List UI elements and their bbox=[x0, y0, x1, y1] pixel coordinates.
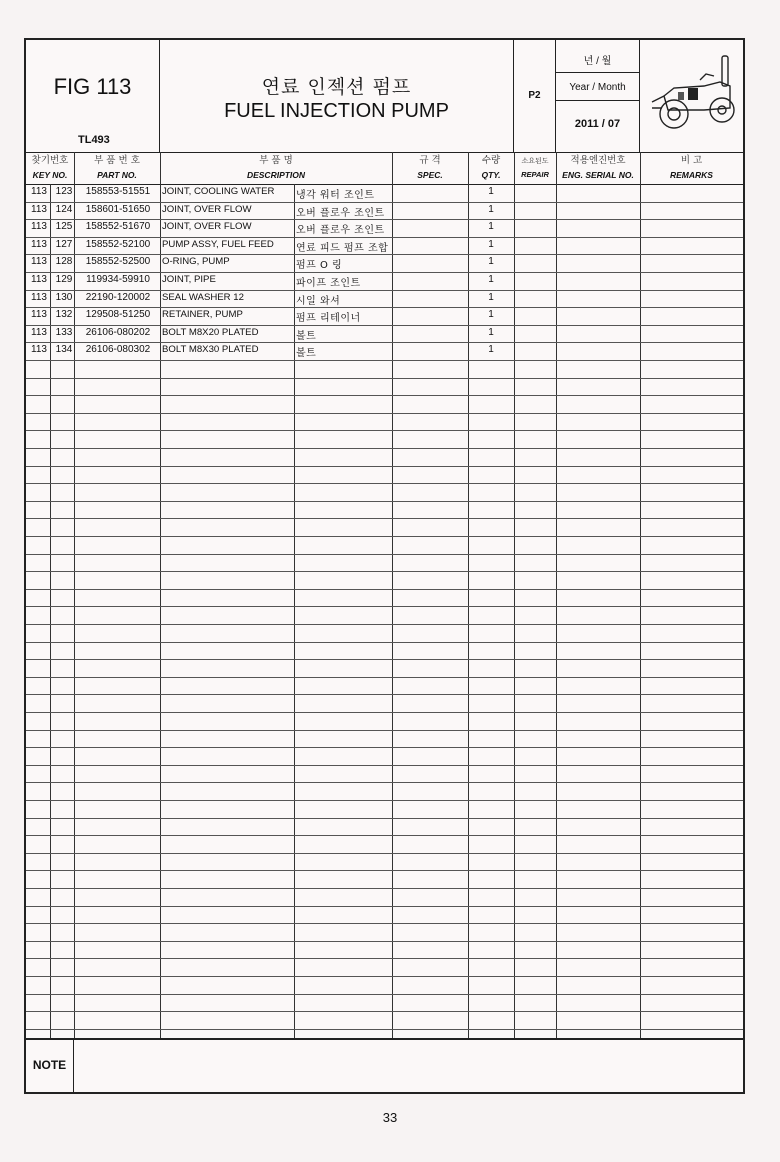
key-number-cell: 132 bbox=[55, 309, 73, 321]
table-row bbox=[26, 272, 743, 290]
tractor-cell bbox=[640, 40, 743, 152]
row-divider bbox=[26, 589, 743, 590]
quantity-cell: 1 bbox=[488, 291, 494, 303]
row-divider bbox=[26, 941, 743, 942]
row-divider bbox=[26, 712, 743, 713]
col-repair: 소요된도 REPAIR bbox=[521, 157, 549, 179]
divider bbox=[556, 100, 639, 101]
row-divider bbox=[26, 536, 743, 537]
col-part: 부 품 번 호 PART NO. bbox=[94, 155, 140, 180]
quantity-cell: 1 bbox=[488, 203, 494, 215]
header bbox=[26, 40, 743, 153]
quantity-cell: 1 bbox=[488, 274, 494, 285]
row-divider bbox=[26, 870, 743, 871]
part-number-cell: 158553-51551 bbox=[85, 186, 151, 197]
row-divider bbox=[26, 624, 743, 625]
korean-name-cell: 냉각 워터 조인트 bbox=[296, 190, 375, 201]
quantity-cell: 1 bbox=[488, 186, 494, 197]
col-spec: 규 격 SPEC. bbox=[417, 155, 443, 180]
title-english: FUEL INJECTION PUMP bbox=[224, 100, 449, 122]
date-cell bbox=[556, 40, 640, 152]
korean-name-cell: 시일 와셔 bbox=[296, 295, 341, 307]
part-number-cell: 22190-120002 bbox=[85, 291, 151, 303]
table-row bbox=[26, 290, 743, 308]
fig-number-cell: 113 bbox=[31, 326, 47, 338]
fig-number-cell: 113 bbox=[31, 309, 47, 321]
row-divider bbox=[26, 501, 743, 502]
description-cell: JOINT, OVER FLOW bbox=[162, 221, 252, 233]
row-divider bbox=[26, 518, 743, 519]
description-cell: RETAINER, PUMP bbox=[162, 309, 243, 321]
part-number-cell: 119934-59910 bbox=[86, 274, 150, 285]
fig-number: FIG 113 bbox=[53, 74, 132, 99]
quantity-cell: 1 bbox=[488, 326, 494, 338]
row-divider bbox=[26, 395, 743, 396]
row-divider bbox=[26, 1011, 743, 1012]
quantity-cell: 1 bbox=[488, 309, 494, 321]
quantity-cell: 1 bbox=[488, 344, 494, 356]
col-qty: 수량 QTY. bbox=[481, 155, 501, 180]
row-divider bbox=[26, 976, 743, 977]
tractor-icon bbox=[644, 52, 740, 136]
date-value: 2011 / 07 bbox=[574, 118, 621, 130]
fig-number-cell: 113 bbox=[31, 203, 47, 215]
key-number-cell: 133 bbox=[55, 326, 73, 338]
row-divider bbox=[26, 730, 743, 731]
title-cell bbox=[160, 40, 514, 152]
table-row bbox=[26, 219, 743, 237]
row-divider bbox=[26, 466, 743, 467]
row-divider bbox=[26, 448, 743, 449]
table-row bbox=[26, 325, 743, 343]
fig-number-cell: 113 bbox=[31, 256, 47, 268]
korean-name-cell: 파이프 조인트 bbox=[296, 278, 361, 289]
description-cell: O-RING, PUMP bbox=[162, 256, 230, 268]
table-row bbox=[26, 202, 743, 220]
description-cell: PUMP ASSY, FUEL FEED bbox=[162, 238, 274, 250]
key-number-cell: 127 bbox=[55, 238, 73, 250]
part-number-cell: 26106-080202 bbox=[85, 326, 151, 338]
korean-name-cell: 오버 플로우 조인트 bbox=[296, 225, 385, 237]
date-label-english: Year / Month bbox=[569, 82, 626, 93]
description-cell: JOINT, COOLING WATER bbox=[162, 186, 275, 197]
key-number-cell: 130 bbox=[55, 291, 73, 303]
key-number-cell: 129 bbox=[55, 274, 73, 285]
key-number-cell: 123 bbox=[55, 186, 73, 197]
col-key: 찾기번호 KEY NO. bbox=[31, 155, 69, 180]
row-divider bbox=[26, 430, 743, 431]
row-divider bbox=[26, 413, 743, 414]
row-divider bbox=[26, 906, 743, 907]
title-korean: 연료 인젝션 펌프 bbox=[261, 76, 412, 98]
korean-name-cell: 연료 피드 펌프 조합 bbox=[296, 242, 389, 254]
fig-number-cell: 113 bbox=[31, 274, 47, 285]
row-divider bbox=[26, 853, 743, 854]
row-divider bbox=[26, 642, 743, 643]
row-divider bbox=[26, 888, 743, 889]
korean-name-cell: 볼트 bbox=[296, 330, 317, 342]
description-cell: SEAL WASHER 12 bbox=[162, 291, 244, 303]
row-divider bbox=[26, 571, 743, 572]
row-divider bbox=[26, 360, 743, 361]
row-divider bbox=[26, 606, 743, 607]
divider bbox=[556, 72, 639, 73]
page-code: P2 bbox=[528, 90, 541, 101]
quantity-cell: 1 bbox=[488, 256, 494, 268]
row-divider bbox=[26, 800, 743, 801]
table-row bbox=[26, 254, 743, 272]
korean-name-cell: 오버 플로우 조인트 bbox=[296, 207, 385, 219]
page-number: 33 bbox=[382, 1110, 398, 1125]
description-cell: BOLT M8X20 PLATED bbox=[162, 326, 259, 338]
part-number-cell: 158552-51670 bbox=[85, 221, 151, 233]
column-headers bbox=[26, 154, 743, 185]
row-divider bbox=[26, 554, 743, 555]
part-number-cell: 26106-080302 bbox=[85, 344, 151, 356]
row-divider bbox=[26, 835, 743, 836]
page-code-cell bbox=[514, 40, 556, 152]
table-row bbox=[26, 342, 743, 360]
row-divider bbox=[26, 765, 743, 766]
row-divider bbox=[26, 694, 743, 695]
description-cell: BOLT M8X30 PLATED bbox=[162, 344, 259, 356]
key-number-cell: 128 bbox=[55, 256, 73, 268]
row-divider bbox=[26, 1029, 743, 1030]
row-divider bbox=[26, 677, 743, 678]
row-divider bbox=[26, 958, 743, 959]
date-label-korean: 년 / 월 bbox=[583, 56, 612, 67]
row-divider bbox=[26, 483, 743, 484]
fig-number-cell: 113 bbox=[31, 186, 47, 197]
table-row bbox=[26, 307, 743, 325]
key-number-cell: 125 bbox=[55, 221, 73, 233]
key-number-cell: 124 bbox=[55, 203, 73, 215]
note-area bbox=[26, 1038, 743, 1094]
description-cell: JOINT, PIPE bbox=[162, 274, 216, 285]
fig-number-cell: 113 bbox=[31, 221, 47, 233]
part-number-cell: 158601-51650 bbox=[85, 203, 151, 215]
row-divider bbox=[26, 378, 743, 379]
key-number-cell: 134 bbox=[55, 344, 73, 356]
col-serial: 적용엔진번호 ENG. SERIAL NO. bbox=[562, 155, 634, 180]
part-number-cell: 158552-52100 bbox=[85, 238, 151, 250]
fig-cell bbox=[26, 40, 160, 152]
row-divider bbox=[26, 659, 743, 660]
model-code: TL493 bbox=[78, 134, 110, 146]
row-divider bbox=[26, 994, 743, 995]
description-cell: JOINT, OVER FLOW bbox=[162, 203, 252, 215]
table-row bbox=[26, 237, 743, 255]
korean-name-cell: 볼트 bbox=[296, 348, 317, 360]
part-number-cell: 158552-52500 bbox=[85, 256, 151, 268]
row-divider bbox=[26, 818, 743, 819]
parts-sheet bbox=[24, 38, 745, 1094]
table-row bbox=[26, 184, 743, 202]
korean-name-cell: 펌프 O 링 bbox=[296, 260, 343, 272]
quantity-cell: 1 bbox=[488, 221, 494, 233]
note-label: NOTE bbox=[26, 1040, 74, 1094]
fig-number-cell: 113 bbox=[31, 344, 47, 356]
part-number-cell: 129508-51250 bbox=[85, 309, 151, 321]
row-divider bbox=[26, 782, 743, 783]
quantity-cell: 1 bbox=[488, 238, 494, 250]
row-divider bbox=[26, 923, 743, 924]
fig-number-cell: 113 bbox=[31, 291, 47, 303]
col-description: 부 품 명 DESCRIPTION bbox=[246, 155, 306, 180]
korean-name-cell: 펌프 리테이너 bbox=[296, 313, 361, 325]
fig-number-cell: 113 bbox=[31, 238, 47, 250]
row-divider bbox=[26, 747, 743, 748]
col-remarks: 비 고 REMARKS bbox=[670, 155, 713, 180]
